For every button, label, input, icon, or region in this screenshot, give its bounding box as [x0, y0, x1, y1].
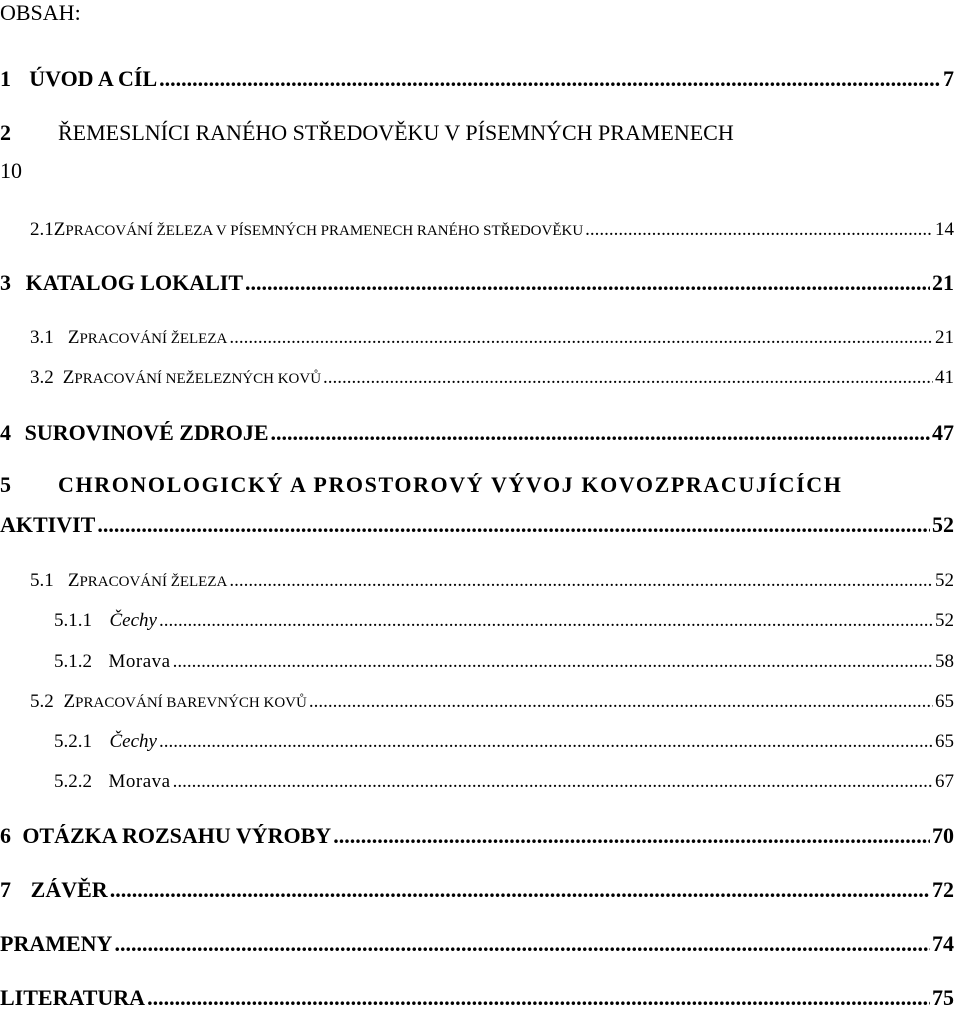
toc-entry-title: PRAMENY — [0, 931, 113, 956]
toc-entry-number: 5.1 — [30, 570, 54, 591]
dot-leader — [159, 609, 933, 633]
toc-entry-title: ZÁVĚR — [30, 877, 108, 902]
toc-entry-3-2[interactable] — [0, 366, 954, 391]
toc-entry-number: 3.1 — [30, 327, 54, 348]
toc-entry-page: 65 — [935, 691, 954, 712]
toc-entry-5-1[interactable] — [0, 569, 954, 594]
dot-leader — [245, 270, 930, 296]
dot-leader — [229, 326, 933, 350]
dot-leader — [110, 877, 930, 903]
toc-entry-5-2[interactable] — [0, 690, 954, 715]
dot-leader — [323, 366, 933, 390]
toc-entry-title: Čechy — [109, 731, 157, 752]
dot-leader — [309, 690, 933, 714]
toc-entry-7[interactable] — [0, 877, 954, 903]
toc-entry-title: KATALOG LOKALIT — [25, 270, 243, 295]
toc-entry-number: 3 — [0, 270, 11, 295]
dot-leader — [173, 770, 933, 794]
toc-entry-6[interactable] — [0, 823, 954, 849]
toc-entry-literatura[interactable] — [0, 985, 954, 1011]
toc-entry-number: 5.1.1 — [54, 610, 92, 631]
toc-entry-page: 70 — [932, 823, 954, 848]
toc-entry-page: 21 — [935, 327, 954, 348]
toc-entry-prameny[interactable] — [0, 931, 954, 957]
toc-entry-title: SUROVINOVÉ ZDROJE — [24, 420, 269, 445]
toc-entry-2-1[interactable] — [0, 218, 954, 243]
toc-entry-number: 5.2.1 — [54, 731, 92, 752]
toc-entry-5-1-1[interactable] — [0, 609, 954, 633]
dot-leader — [271, 420, 930, 446]
toc-entry-number: 3.2 — [30, 367, 54, 388]
dot-leader — [585, 218, 933, 242]
toc-entry-title: OTÁZKA ROZSAHU VÝROBY — [22, 823, 332, 848]
toc-entry-page: 52 — [932, 512, 954, 537]
toc-entry-title: ZPRACOVÁNÍ ŽELEZA V PÍSEMNÝCH PRAMENECH RANÉHO STŘEDOVĚKU — [53, 219, 584, 240]
toc-entry-page: 21 — [932, 270, 954, 295]
dot-leader — [159, 730, 933, 754]
toc-entry-page: 41 — [935, 367, 954, 388]
toc-entry-number: 5.1.2 — [54, 651, 92, 672]
toc-entry-page: 10 — [0, 158, 22, 183]
toc-entry-5-2-2[interactable] — [0, 770, 954, 794]
toc-heading: OBSAH: — [0, 0, 81, 25]
toc-entry-1[interactable] — [0, 66, 954, 92]
toc-entry-number: 5 — [0, 472, 11, 497]
toc-entry-title: Morava — [108, 771, 171, 792]
dot-leader — [97, 512, 930, 538]
dot-leader — [147, 985, 930, 1011]
toc-entry-number: 2.1 — [30, 219, 54, 240]
dot-leader — [114, 931, 930, 957]
toc-entry-title: ZPRACOVÁNÍ BAREVNÝCH KOVŮ — [63, 691, 307, 712]
toc-entry-3[interactable] — [0, 270, 954, 296]
toc-entry-title: ZPRACOVÁNÍ ŽELEZA — [67, 570, 228, 591]
toc-entry-number: 5.2 — [30, 691, 54, 712]
dot-leader — [333, 823, 930, 849]
toc-entry-number: 7 — [0, 877, 11, 902]
toc-entry-number: 5.2.2 — [54, 771, 92, 792]
toc-entry-title: ŘEMESLNÍCI RANÉHO STŘEDOVĚKU V PÍSEMNÝCH PRAMENECH — [58, 120, 734, 145]
toc-entry-page: 52 — [935, 570, 954, 591]
toc-entry-title: Morava — [108, 651, 171, 672]
toc-entry-number: 2 — [0, 120, 11, 145]
dot-leader — [229, 569, 933, 593]
dot-leader — [173, 650, 933, 674]
toc-entry-number: 6 — [0, 823, 11, 848]
toc-entry-5-1-2[interactable] — [0, 650, 954, 674]
toc-entry-page: 47 — [932, 420, 954, 445]
toc-entry-title: Čechy — [109, 610, 157, 631]
toc-entry-5[interactable] — [0, 472, 954, 538]
toc-entry-title: ÚVOD A CÍL — [29, 66, 158, 91]
dot-leader — [159, 66, 941, 92]
toc-entry-number: 1 — [0, 66, 11, 91]
toc-entry-title: ZPRACOVÁNÍ ŽELEZA — [67, 327, 228, 348]
toc-entry-number: 4 — [0, 420, 11, 445]
toc-entry-page: 75 — [932, 985, 954, 1010]
toc-entry-page: 7 — [943, 66, 954, 91]
toc-entry-page: 72 — [932, 877, 954, 902]
toc-entry-title: ZPRACOVÁNÍ NEŽELEZNÝCH KOVŮ — [62, 367, 322, 388]
toc-entry-page: 58 — [935, 651, 954, 672]
toc-entry-title: CHRONOLOGICKÝ A PROSTOROVÝ VÝVOJ KOVOZPRACUJÍCÍCH — [58, 472, 843, 497]
toc-entry-page: 65 — [935, 731, 954, 752]
toc-entry-title-continued: AKTIVIT — [0, 512, 96, 537]
toc-entry-page: 52 — [935, 610, 954, 631]
toc-entry-2[interactable] — [0, 120, 954, 184]
toc-entry-page: 14 — [935, 219, 954, 240]
toc-entry-3-1[interactable] — [0, 326, 954, 351]
toc-entry-5-2-1[interactable] — [0, 730, 954, 754]
toc-entry-page: 74 — [932, 931, 954, 956]
toc-entry-title: LITERATURA — [0, 985, 146, 1010]
toc-entry-page: 67 — [935, 771, 954, 792]
toc-entry-4[interactable] — [0, 420, 954, 446]
